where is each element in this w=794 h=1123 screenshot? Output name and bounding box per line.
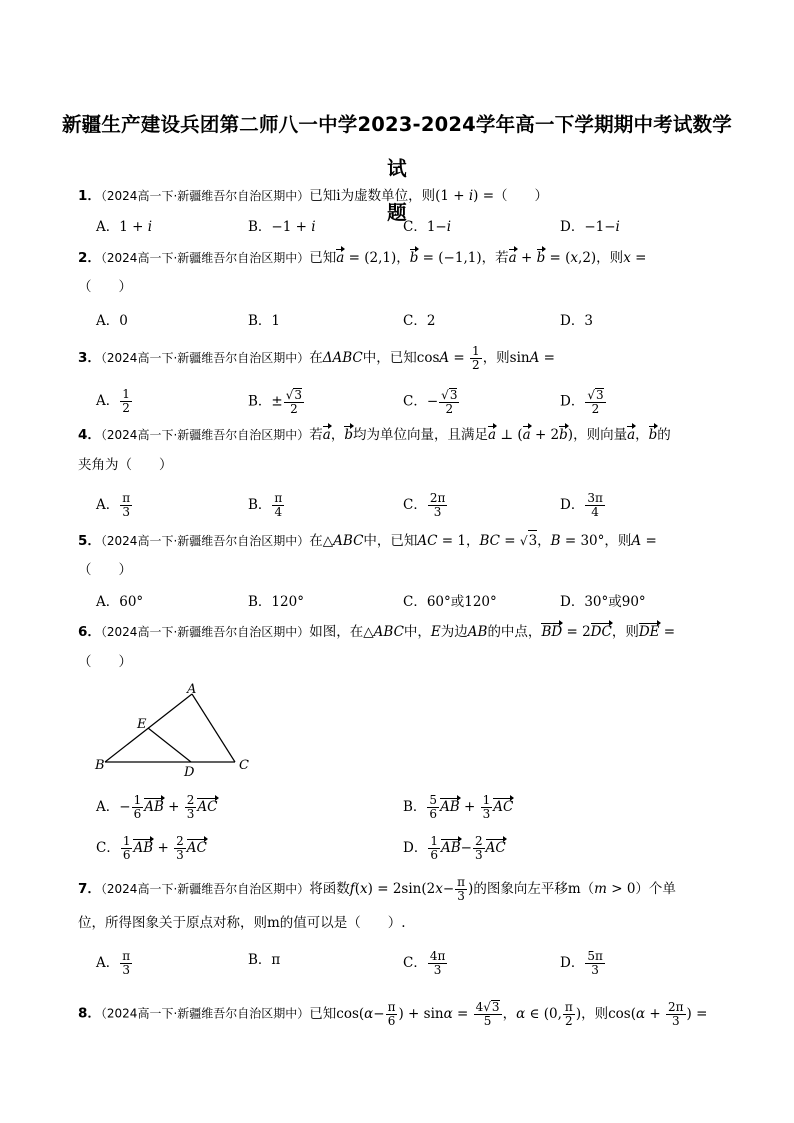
question-5-continued: （ ） [78, 562, 132, 578]
question-number: 1． [78, 188, 101, 204]
question-1 [78, 186, 548, 206]
option-c: C．1−i [403, 219, 452, 235]
option-c: C．− $\frac{√3}{2}$ [403, 388, 458, 416]
question-number: 2． [78, 250, 101, 266]
option-d: D． $\frac{1}{6}$ AB− $\frac{2}{3}$ AC [403, 834, 506, 862]
question-6-continued: （ ） [78, 654, 132, 670]
document-title [60, 103, 734, 235]
question-7-continued: 位，所得图象关于原点对称，则m的值可以是（ ）. [78, 915, 406, 931]
question-5 [78, 530, 657, 551]
question-source: （2024高一下·新疆维吾尔自治区期中） [100, 251, 310, 265]
option-d: D．3 [560, 313, 593, 329]
option-b: B． $\frac{\pi}{4}$ [248, 491, 283, 519]
question-stem: 如图，在△ABC中，E为边AB的中点，BD = 2DC，则DE = [309, 624, 676, 640]
title-line-2: 题 [387, 201, 407, 224]
question-stem: 在△ABC中，已知AC = 1，BC = √3，B = 30°，则A = [309, 533, 657, 549]
option-d: D． $\frac{5\pi}{3}$ [560, 949, 603, 977]
label-c: C [239, 758, 249, 773]
label-b: B [95, 758, 105, 773]
option-b: B．π [248, 952, 281, 968]
option-b: B．1 [248, 313, 281, 329]
question-number: 8． [78, 1005, 101, 1022]
question-4-continued: 夹角为（ ） [78, 457, 173, 473]
option-a: A．1 + i [96, 219, 153, 235]
option-c: C．60°或120° [403, 594, 497, 610]
question-number: 4． [78, 427, 101, 443]
option-b: B． $\frac{5}{6}$ AB + $\frac{1}{3}$ AC [403, 793, 514, 821]
option-a: A． $\frac{1}{2}$ [96, 387, 130, 415]
label-e: E [137, 717, 147, 732]
option-d: D． $\frac{3\pi}{4}$ [560, 491, 603, 519]
question-8 [78, 1000, 707, 1028]
question-stem: 将函数f(x) = 2sin(2x− $\frac{\pi}{3}$ )的图象向左平移m（m > 0）个单 [309, 875, 676, 903]
side-ac [192, 694, 235, 762]
option-a: A．60° [96, 594, 144, 610]
option-c: C．2 [403, 313, 436, 329]
title-line-1: 新疆生产建设兵团第二师八一中学2023-2024学年高一下学期期中考试数学试 [61, 113, 733, 180]
question-source: （2024高一下·新疆维吾尔自治区期中） [100, 428, 310, 442]
question-stem: 在ΔABC中，已知cosA = $\frac{1}{2}$ ，则sinA = [309, 344, 555, 372]
question-stem: 若a，b均为单位向量，且满足a ⊥ (a + 2b)，则向量a，b的 [309, 427, 671, 443]
question-source: （2024高一下·新疆维吾尔自治区期中） [100, 882, 310, 896]
question-stem: 已知i为虚数单位，则(1 + i) =（ ） [309, 188, 549, 204]
option-a: A． $\frac{\pi}{3}$ [96, 949, 131, 977]
option-b: B．± $\frac{√3}{2}$ [248, 388, 303, 416]
option-d: D． $\frac{√3}{2}$ [560, 388, 604, 416]
option-c: C． $\frac{2\pi}{3}$ [403, 491, 446, 519]
option-c: C． $\frac{4\pi}{3}$ [403, 949, 446, 977]
question-2 [78, 248, 646, 268]
question-number: 5． [78, 533, 101, 549]
label-a: A [187, 682, 197, 697]
option-b: B．120° [248, 594, 304, 610]
question-7 [78, 876, 676, 903]
question-source: （2024高一下·新疆维吾尔自治区期中） [100, 625, 310, 639]
option-a: A． $\frac{\pi}{3}$ [96, 491, 131, 519]
option-a: A．− $\frac{1}{6}$ AB + $\frac{2}{3}$ AC [96, 793, 218, 821]
segment-de [148, 728, 191, 762]
question-6 [78, 622, 675, 642]
question-stem: 已知cos(α− $\frac{\pi}{6}$ ) + sinα = $\frac{4√3}{5}$ ，α ∈ (0, $\frac{\pi}{2}$ )，则cos(α + $\frac{2\pi}{3}$ ) = [309, 999, 708, 1028]
question-2-continued: （ ） [78, 279, 132, 295]
question-number: 3． [78, 350, 101, 366]
question-source: （2024高一下·新疆维吾尔自治区期中） [100, 189, 310, 203]
option-b: B．−1 + i [248, 219, 316, 235]
question-3 [78, 345, 555, 372]
option-d: D．−1−i [560, 219, 620, 235]
question-source: （2024高一下·新疆维吾尔自治区期中） [100, 1006, 310, 1021]
option-d: D．30°或90° [560, 594, 646, 610]
question-source: （2024高一下·新疆维吾尔自治区期中） [100, 351, 310, 365]
question-4 [78, 425, 671, 445]
question-source: （2024高一下·新疆维吾尔自治区期中） [100, 534, 310, 548]
option-c: C． $\frac{1}{6}$ AB + $\frac{2}{3}$ AC [96, 834, 207, 862]
option-a: A．0 [96, 313, 128, 329]
label-d: D [184, 765, 195, 780]
question-number: 6． [78, 624, 101, 640]
question-stem: 已知a = (2,1)，b = (−1,1)，若a + b = (x,2)，则x = [309, 250, 647, 266]
question-number: 7． [78, 881, 101, 897]
triangle-figure [90, 680, 260, 780]
